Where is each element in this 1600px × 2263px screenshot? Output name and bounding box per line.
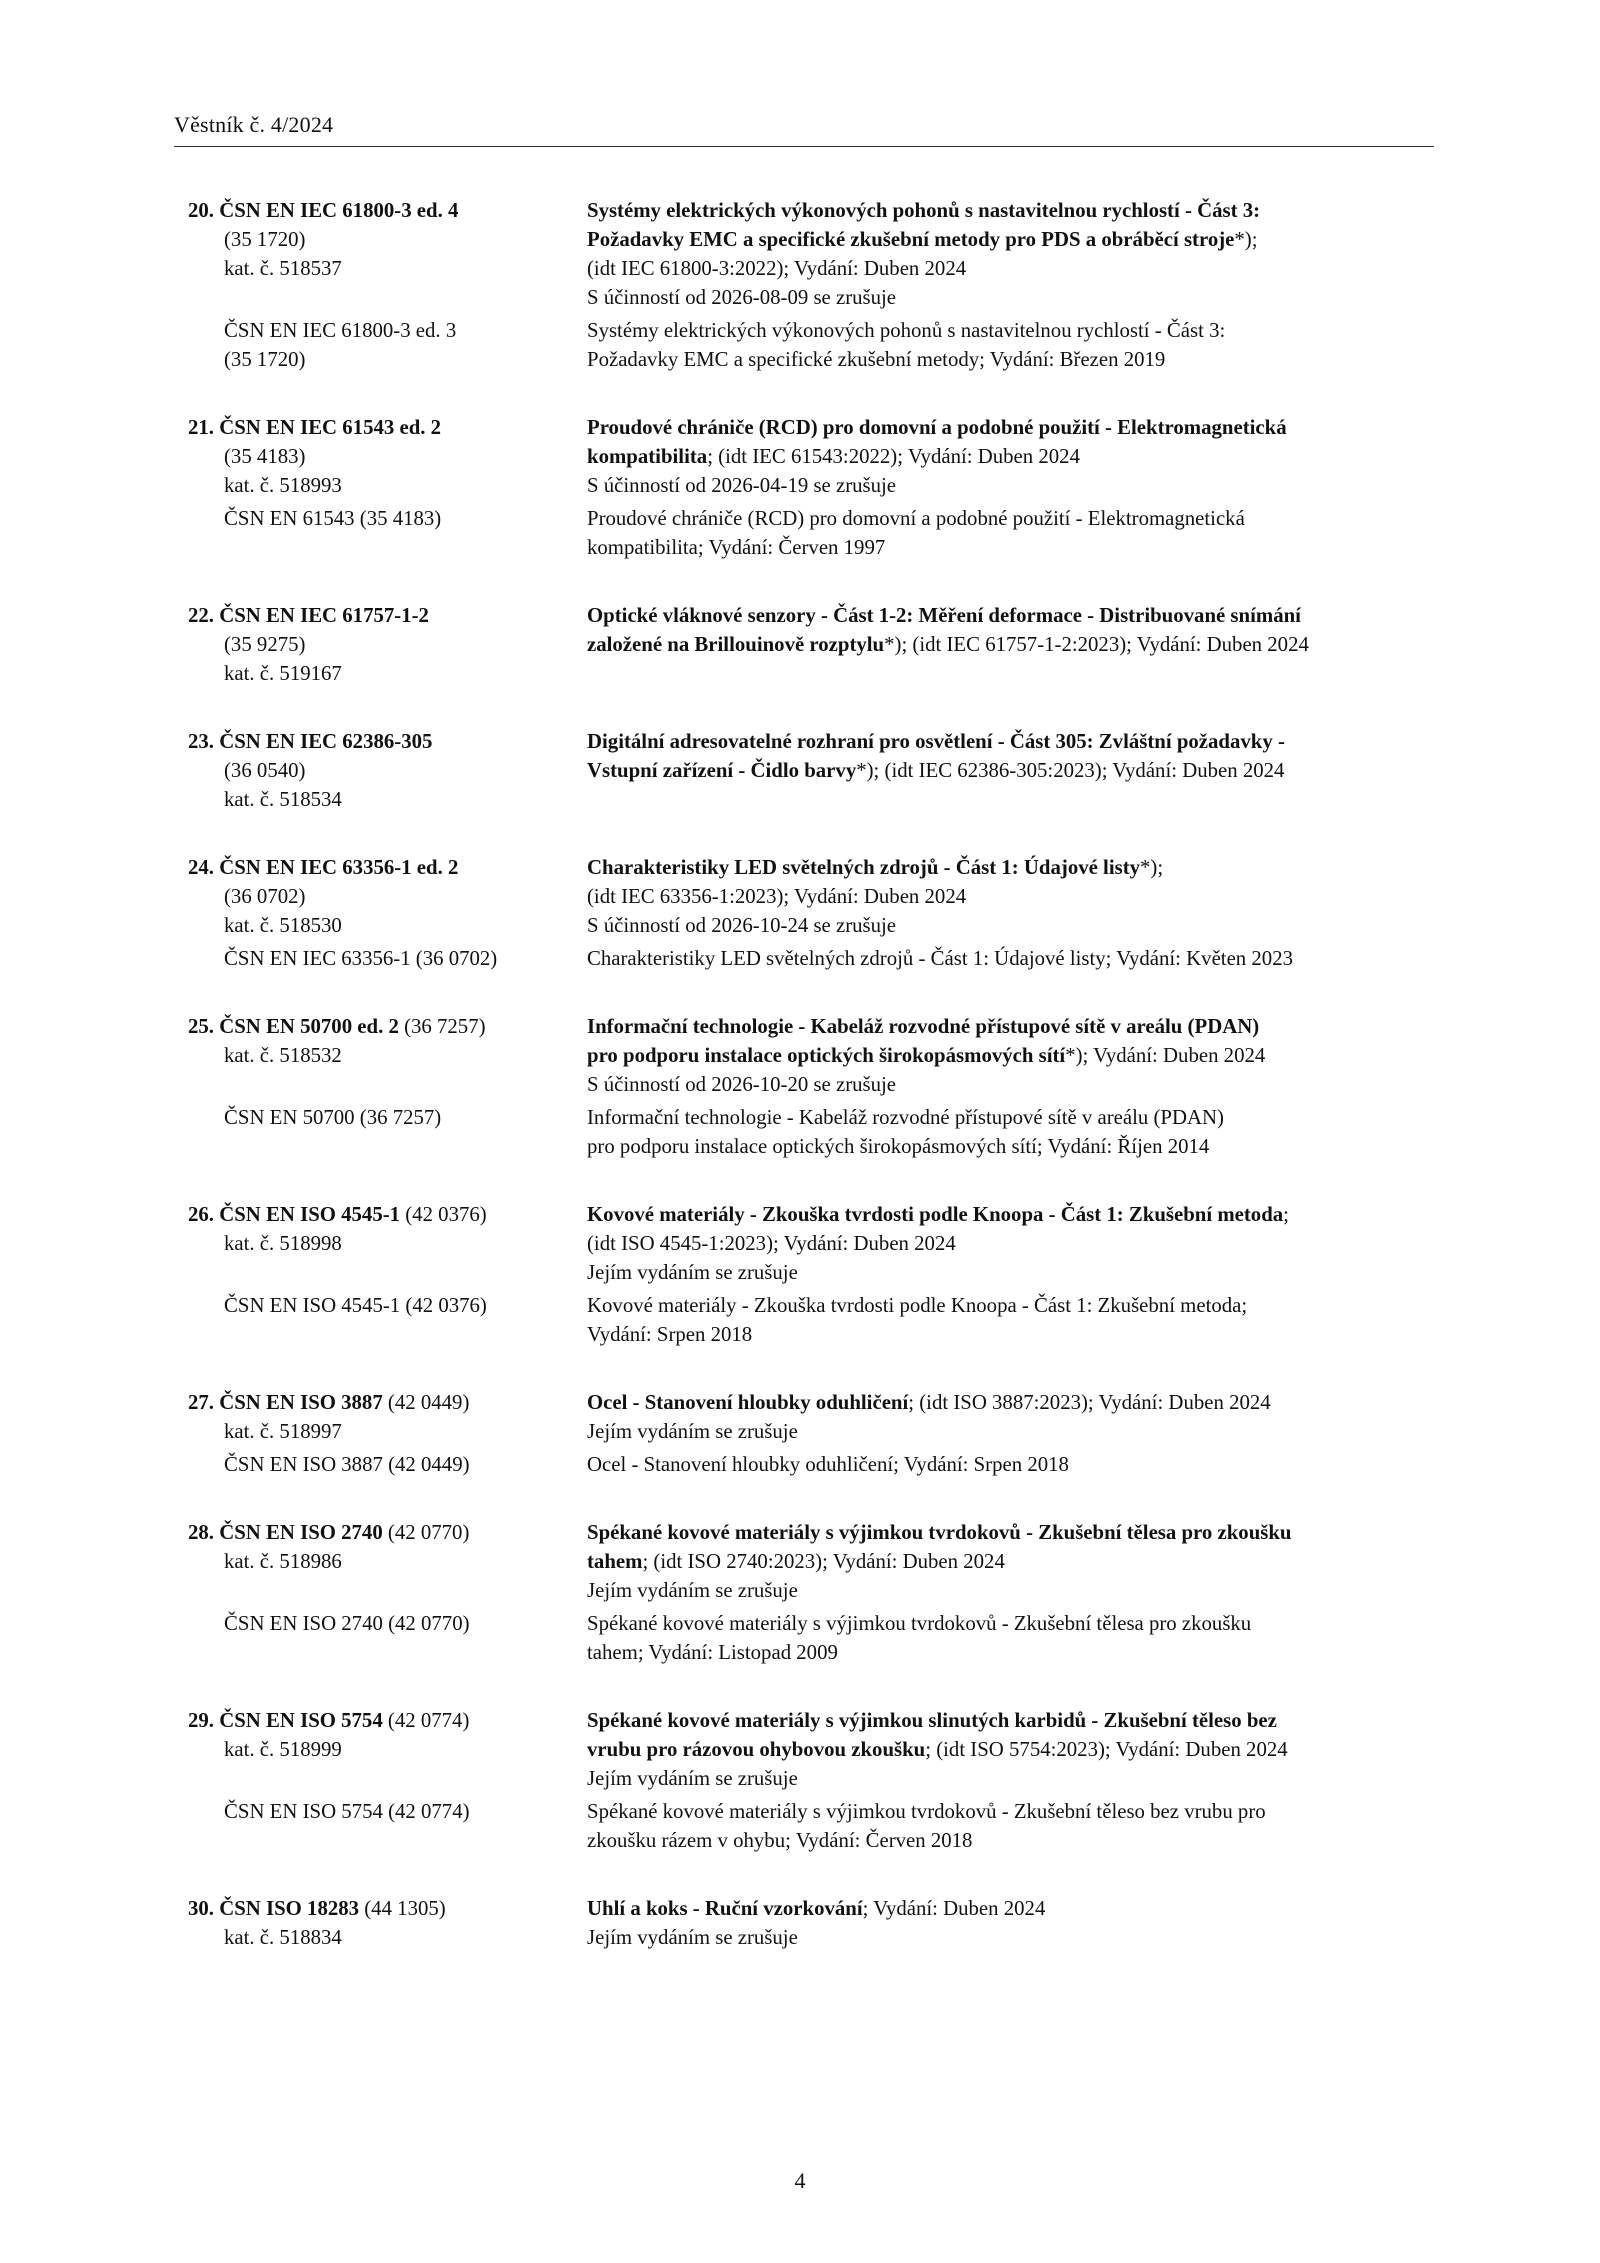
replaced-description-line: Charakteristiky LED světelných zdrojů - Část 1: Údajové listy; Vydání: Květen 2023 [587,947,1293,970]
new-standard-row [188,1518,1434,1605]
replaced-description-line: Spékané kovové materiály s výjimkou tvrdokovů - Zkušební tělesa pro zkoušku [587,1612,1252,1635]
standard-designation [188,1388,587,1446]
detail-text: *); [1234,228,1258,251]
replaced-description-line: Proudové chrániče (RCD) pro domovní a podobné použití - Elektromagnetická [587,507,1245,530]
standard-entry [188,727,1434,814]
replaced-designation [188,504,587,562]
description-line [587,756,1434,785]
title-text: Optické vláknové senzory - Část 1-2: Měření deformace - Distribuované snímání [587,604,1301,627]
designation-detail: kat. č. 518986 [224,1550,342,1573]
replaced-description-line: Kovové materiály - Zkouška tvrdosti podle Knoopa - Část 1: Zkušební metoda; [587,1294,1248,1317]
standard-code: ČSN EN IEC 63356-1 ed. 2 [219,856,459,879]
detail-text: S účinností od 2026-10-24 se zrušuje [587,914,897,937]
entry-number: 27. [188,1391,214,1414]
replaced-designation-line: ČSN EN IEC 63356-1 (36 0702) [224,947,498,970]
designation-detail: kat. č. 518534 [224,788,342,811]
standard-entry [188,1518,1434,1667]
description-line [587,1547,1434,1576]
classification-code: (42 0449) [382,1391,470,1414]
standard-entry [188,1012,1434,1161]
designation-detail: kat. č. 518997 [224,1420,342,1443]
standard-designation [188,601,587,688]
new-standard-row [188,1012,1434,1099]
detail-text: Jejím vydáním se zrušuje [587,1261,798,1284]
detail-text: ; (idt ISO 3887:2023); Vydání: Duben 2024 [908,1391,1271,1414]
title-text: Uhlí a koks - Ruční vzorkování [587,1897,863,1920]
detail-text: S účinností od 2026-08-09 se zrušuje [587,286,897,309]
replaced-description-line: pro podporu instalace optických širokopásmových sítí; Vydání: Říjen 2014 [587,1135,1210,1158]
entry-number: 22. [188,604,214,627]
standard-designation [188,1706,587,1793]
standards-list [188,196,1434,1991]
detail-text: S účinností od 2026-10-20 se zrušuje [587,1073,897,1096]
designation-detail: kat. č. 518530 [224,914,342,937]
detail-text: Jejím vydáním se zrušuje [587,1420,798,1443]
title-text: Kovové materiály - Zkouška tvrdosti podle Knoopa - Část 1: Zkušební metoda [587,1203,1284,1226]
description-line [587,442,1434,471]
standard-entry [188,853,1434,973]
description-line [587,1229,1434,1258]
replaced-designation [188,316,587,374]
new-standard-row [188,196,1434,312]
description-line [587,1764,1434,1793]
description-line [587,911,1434,940]
description-line [587,630,1434,659]
replaced-description-line: Ocel - Stanovení hloubky oduhličení; Vydání: Srpen 2018 [587,1453,1069,1476]
description-line [587,1894,1434,1923]
classification-code: (42 0770) [382,1521,470,1544]
standard-description [587,727,1434,814]
detail-text: ; (idt ISO 2740:2023); Vydání: Duben 2024 [642,1550,1005,1573]
description-line [587,1070,1434,1099]
standard-entry [188,1200,1434,1349]
description-line [587,1200,1434,1229]
title-text: Vstupní zařízení - Čidlo barvy [587,759,857,782]
description-line [587,1923,1434,1952]
detail-text: ; (idt IEC 61543:2022); Vydání: Duben 2024 [707,445,1080,468]
classification-code: (42 0774) [382,1709,470,1732]
detail-text: *); (idt IEC 61757-1-2:2023); Vydání: Duben 2024 [884,633,1309,656]
replaced-designation [188,1103,587,1161]
designation-line [188,853,587,882]
description-line [587,413,1434,442]
description-line [587,1417,1434,1446]
entry-number: 30. [188,1897,214,1920]
designation-line [188,601,587,630]
detail-text: S účinností od 2026-04-19 se zrušuje [587,474,897,497]
designation-detail: kat. č. 519167 [224,662,342,685]
detail-text: (idt ISO 4545-1:2023); Vydání: Duben 2024 [587,1232,956,1255]
title-text: Systémy elektrických výkonových pohonů s nastavitelnou rychlostí - Část 3: [587,199,1261,222]
standard-description [587,1518,1434,1605]
standard-description [587,1706,1434,1793]
replaced-description-line: Spékané kovové materiály s výjimkou tvrdokovů - Zkušební těleso bez vrubu pro [587,1800,1266,1823]
standard-code: ČSN EN IEC 61800-3 ed. 4 [219,199,459,222]
description-line [587,1041,1434,1070]
entry-number: 21. [188,416,214,439]
designation-detail: (35 9275) [224,633,306,656]
replaced-designation [188,1797,587,1855]
entry-number: 25. [188,1015,214,1038]
replaced-standard-row [188,944,1434,973]
replaced-standard-row [188,1103,1434,1161]
new-standard-row [188,1200,1434,1287]
detail-text: (idt IEC 63356-1:2023); Vydání: Duben 2024 [587,885,967,908]
title-text: Digitální adresovatelné rozhraní pro osvětlení - Část 305: Zvláštní požadavky - [587,730,1285,753]
description-line [587,882,1434,911]
classification-code: (44 1305) [359,1897,446,1920]
standard-code: ČSN EN IEC 61757-1-2 [219,604,429,627]
detail-text: Jejím vydáním se zrušuje [587,1926,798,1949]
new-standard-row [188,413,1434,500]
description-line [587,1518,1434,1547]
entry-number: 26. [188,1203,214,1226]
replaced-description-line: tahem; Vydání: Listopad 2009 [587,1641,838,1664]
title-text: Spékané kovové materiály s výjimkou tvrdokovů - Zkušební tělesa pro zkoušku [587,1521,1292,1544]
standard-code: ČSN EN ISO 4545-1 [219,1203,401,1226]
designation-detail: kat. č. 518834 [224,1926,342,1949]
standard-code: ČSN EN IEC 61543 ed. 2 [219,416,442,439]
standard-description [587,1200,1434,1287]
standard-designation [188,1894,587,1952]
designation-detail: (35 4183) [224,445,306,468]
detail-text: *); [1140,856,1164,879]
standard-code: ČSN ISO 18283 [219,1897,360,1920]
replaced-description [587,1291,1434,1349]
classification-code: (36 7257) [398,1015,486,1038]
standard-code: ČSN EN 50700 ed. 2 [219,1015,399,1038]
replaced-designation [188,1291,587,1349]
standard-entry [188,413,1434,562]
designation-detail: kat. č. 518537 [224,257,342,280]
description-line [587,254,1434,283]
replaced-description-line: Informační technologie - Kabeláž rozvodné přístupové sítě v areálu (PDAN) [587,1106,1224,1129]
designation-detail: (36 0702) [224,885,306,908]
title-text: tahem [587,1550,643,1573]
standard-entry [188,1894,1434,1952]
description-line [587,601,1434,630]
standard-designation [188,1200,587,1287]
detail-text: Jejím vydáním se zrušuje [587,1767,798,1790]
detail-text: ; (idt ISO 5754:2023); Vydání: Duben 2024 [925,1738,1288,1761]
new-standard-row [188,601,1434,688]
detail-text: Jejím vydáním se zrušuje [587,1579,798,1602]
entry-number: 28. [188,1521,214,1544]
designation-line [188,196,587,225]
replaced-designation-line: ČSN EN IEC 61800-3 ed. 3 [224,319,457,342]
standard-designation [188,196,587,312]
standard-code: ČSN EN ISO 2740 [219,1521,383,1544]
designation-detail: kat. č. 518993 [224,474,342,497]
designation-line [188,1012,587,1041]
designation-detail: kat. č. 518998 [224,1232,342,1255]
detail-text: ; Vydání: Duben 2024 [862,1897,1046,1920]
title-text: Požadavky EMC a specifické zkušební metody pro PDS a obráběcí stroje [587,228,1235,251]
replaced-designation [188,1609,587,1667]
entry-number: 23. [188,730,214,753]
new-standard-row [188,1706,1434,1793]
designation-line [188,1200,587,1229]
standard-entry [188,196,1434,374]
replaced-description [587,1450,1434,1479]
standard-code: ČSN EN IEC 62386-305 [219,730,433,753]
description-line [587,853,1434,882]
standard-designation [188,1012,587,1099]
standard-description [587,601,1434,688]
standard-description [587,1388,1434,1446]
replaced-description [587,1797,1434,1855]
classification-code: (42 0376) [400,1203,487,1226]
replaced-designation-line: ČSN EN ISO 4545-1 (42 0376) [224,1294,487,1317]
replaced-standard-row [188,504,1434,562]
description-line [587,727,1434,756]
replaced-standard-row [188,1797,1434,1855]
page-number: 4 [794,2168,806,2193]
title-text: pro podporu instalace optických širokopásmových sítí [587,1044,1066,1067]
new-standard-row [188,1388,1434,1446]
description-line [587,1388,1434,1417]
detail-text: (idt IEC 61800-3:2022); Vydání: Duben 2024 [587,257,967,280]
replaced-description-line: zkoušku rázem v ohybu; Vydání: Červen 2018 [587,1829,973,1852]
header-divider [174,146,1434,147]
standard-designation [188,1518,587,1605]
designation-line [188,1518,587,1547]
new-standard-row [188,727,1434,814]
standard-designation [188,853,587,940]
description-line [587,196,1434,225]
standard-code: ČSN EN ISO 5754 [219,1709,383,1732]
title-text: Ocel - Stanovení hloubky oduhličení [587,1391,909,1414]
description-line [587,1735,1434,1764]
replaced-designation [188,1450,587,1479]
entry-number: 24. [188,856,214,879]
title-text: vrubu pro rázovou ohybovou zkoušku [587,1738,926,1761]
designation-detail: (36 0540) [224,759,306,782]
description-line [587,1258,1434,1287]
replaced-description [587,1103,1434,1161]
replaced-designation [188,944,587,973]
replaced-description [587,504,1434,562]
replaced-designation-line: (35 1720) [224,348,306,371]
new-standard-row [188,1894,1434,1952]
replaced-designation-line: ČSN EN ISO 2740 (42 0770) [224,1612,470,1635]
entry-number: 29. [188,1709,214,1732]
standard-description [587,1012,1434,1099]
standard-entry [188,1706,1434,1855]
standard-entry [188,1388,1434,1479]
title-text: Charakteristiky LED světelných zdrojů - Část 1: Údajové listy [587,856,1141,879]
standard-code: ČSN EN ISO 3887 [219,1391,383,1414]
standard-description [587,196,1434,312]
title-text: Spékané kovové materiály s výjimkou slinutých karbidů - Zkušební těleso bez [587,1709,1277,1732]
replaced-description-line: Požadavky EMC a specifické zkušební metody; Vydání: Březen 2019 [587,348,1166,371]
title-text: založené na Brillouinově rozptylu [587,633,885,656]
title-text: kompatibilita [587,445,708,468]
replaced-description-line: Systémy elektrických výkonových pohonů s nastavitelnou rychlostí - Část 3: [587,319,1226,342]
standard-designation [188,727,587,814]
title-text: Proudové chrániče (RCD) pro domovní a podobné použití - Elektromagnetická [587,416,1287,439]
entry-number: 20. [188,199,214,222]
designation-detail: (35 1720) [224,228,306,251]
designation-detail: kat. č. 518999 [224,1738,342,1761]
designation-line [188,1706,587,1735]
standard-description [587,413,1434,500]
description-line [587,1706,1434,1735]
replaced-standard-row [188,1609,1434,1667]
designation-line [188,413,587,442]
replaced-standard-row [188,1450,1434,1479]
new-standard-row [188,853,1434,940]
replaced-description [587,1609,1434,1667]
replaced-standard-row [188,316,1434,374]
designation-detail: kat. č. 518532 [224,1044,342,1067]
replaced-designation-line: ČSN EN ISO 5754 (42 0774) [224,1800,470,1823]
designation-line [188,727,587,756]
designation-line [188,1388,587,1417]
designation-line [188,1894,587,1923]
replaced-designation-line: ČSN EN 50700 (36 7257) [224,1106,442,1129]
detail-text: *); (idt IEC 62386-305:2023); Vydání: Duben 2024 [856,759,1285,782]
description-line [587,1576,1434,1605]
standard-entry [188,601,1434,688]
replaced-designation-line: ČSN EN ISO 3887 (42 0449) [224,1453,470,1476]
detail-text: ; [1283,1203,1289,1226]
title-text: Informační technologie - Kabeláž rozvodné přístupové sítě v areálu (PDAN) [587,1015,1260,1038]
replaced-standard-row [188,1291,1434,1349]
standard-description [587,853,1434,940]
replaced-description-line: kompatibilita; Vydání: Červen 1997 [587,536,886,559]
detail-text: *); Vydání: Duben 2024 [1065,1044,1266,1067]
description-line [587,1012,1434,1041]
description-line [587,283,1434,312]
standard-description [587,1894,1434,1952]
description-line [587,225,1434,254]
standard-designation [188,413,587,500]
description-line [587,471,1434,500]
replaced-description [587,316,1434,374]
replaced-description [587,944,1434,973]
replaced-description-line: Vydání: Srpen 2018 [587,1323,753,1346]
page-header: Věstník č. 4/2024 [174,112,334,137]
replaced-designation-line: ČSN EN 61543 (35 4183) [224,507,442,530]
